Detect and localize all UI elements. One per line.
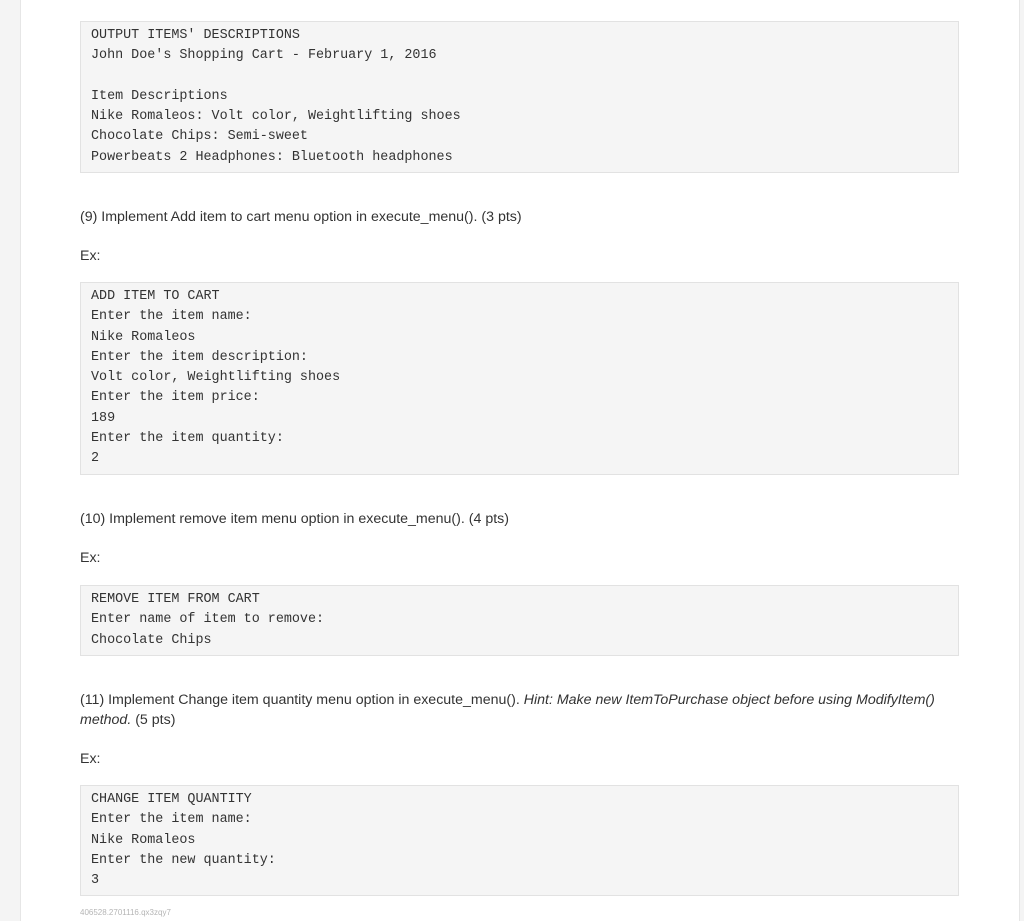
code-block-output-descriptions — [80, 21, 959, 173]
code-line: Powerbeats 2 Headphones: Bluetooth headphones — [91, 149, 453, 165]
code-line: OUTPUT ITEMS' DESCRIPTIONS — [91, 28, 300, 43]
code-line: Enter the item name: — [91, 812, 252, 828]
code-line: Chocolate Chips — [91, 632, 212, 648]
code-line: 189 — [91, 410, 116, 426]
code-line: REMOVE ITEM FROM CART — [91, 592, 260, 607]
code-line: Nike Romaleos — [91, 329, 196, 345]
ex-label: Ex: — [80, 751, 101, 767]
code-line: Enter the item quantity: — [91, 431, 284, 447]
code-line: Enter the item name: — [91, 309, 252, 325]
code-line: Volt color, Weightlifting shoes — [91, 370, 341, 386]
code-line — [91, 67, 948, 87]
code-line: Item Descriptions — [91, 88, 228, 104]
code-line: ADD ITEM TO CART — [91, 289, 220, 304]
ex-label: Ex: — [80, 248, 101, 264]
code-line: Chocolate Chips: Semi-sweet — [91, 129, 308, 145]
step-9-instruction: (9) Implement Add item to cart menu option in execute_menu(). (3 pts) — [80, 209, 522, 225]
step-11-instruction — [80, 690, 960, 730]
code-line: Enter name of item to remove: — [91, 612, 325, 628]
step-11-points: (5 pts) — [131, 712, 176, 728]
code-line: 3 — [91, 873, 100, 889]
code-line: 2 — [91, 451, 100, 467]
code-line: Nike Romaleos: Volt color, Weightlifting shoes — [91, 109, 461, 125]
code-line: Nike Romaleos — [91, 832, 196, 848]
code-block-remove-item — [80, 585, 959, 656]
step-11-text: (11) Implement Change item quantity menu option in execute_menu(). — [80, 692, 524, 708]
code-block-add-item — [80, 282, 959, 475]
ex-label: Ex: — [80, 550, 101, 566]
code-line: Enter the item description: — [91, 349, 308, 365]
document-page — [20, 0, 1020, 921]
code-line: John Doe's Shopping Cart - February 1, 2016 — [91, 48, 437, 64]
footer-id: 406528.2701116.qx3zqy7 — [80, 908, 171, 917]
step-11-hint: Hint: Make new ItemToPurchase object before using ModifyItem() method. — [80, 692, 935, 728]
code-line: Enter the new quantity: — [91, 852, 276, 868]
code-line: Enter the item price: — [91, 390, 260, 406]
step-10-instruction: (10) Implement remove item menu option in execute_menu(). (4 pts) — [80, 511, 509, 527]
code-line: CHANGE ITEM QUANTITY — [91, 792, 252, 807]
code-block-change-quantity — [80, 785, 959, 896]
